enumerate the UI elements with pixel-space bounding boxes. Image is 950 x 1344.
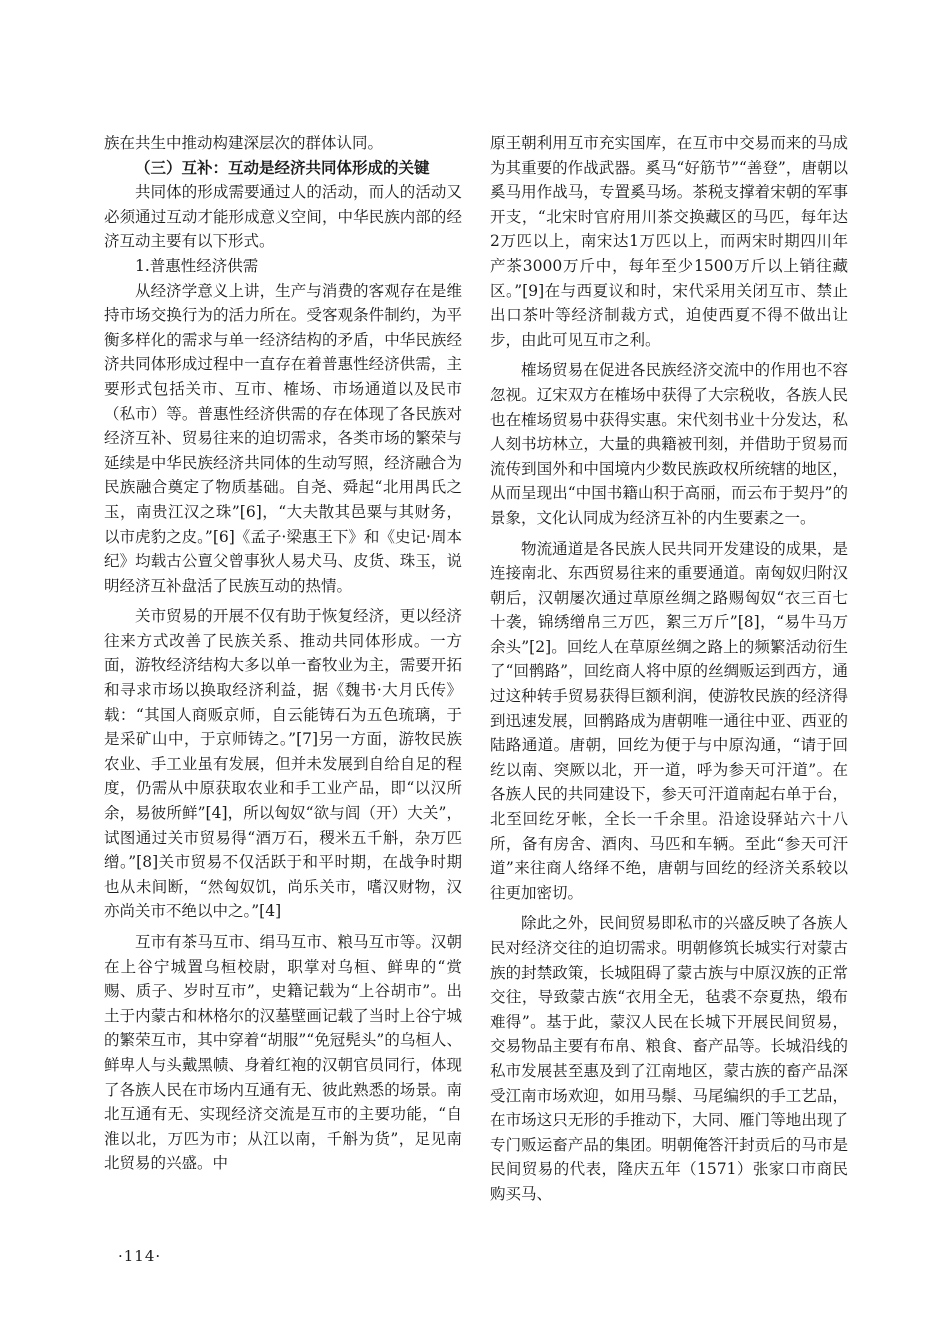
left-paragraph-2: 从经济学意义上讲，生产与消费的客观存在是维持市场交换行为的活力所在。受客观条件制约，为平衡多样化的需求与单一经济结构的矛盾，中华民族经济共同体形成过程中一直存在着普惠性经济供需，主要形式包括关市、互市、榷场、市场通道以及民市（私市）等。普惠性经济供需的存在体现了各民族对经济互补、贸易往来的迫切需求，各类市场的繁荣与延续是中华民族经济共同体的生动写照，经济融合为民族融合奠定了物质基础。自尧、舜起“北用禺氏之玉，南贵江汉之珠”[6]，“大夫散其邑粟与其财务，以市虎豹之皮。”[6]《孟子·梁惠王下》和《史记·周本纪》均载古公亶父曾事狄人易犬马、皮货、珠玉，说明经济互补盘活了民族互动的热情。	[104, 281, 462, 595]
left-paragraph-3: 关市贸易的开展不仅有助于恢复经济，更以经济往来方式改善了民族关系、推动共同体形成。一方面，游牧经济结构大多以单一畜牧业为主，需要开拓和寻求市场以换取经济利益，据《魏书·大月氏传》载：“其国人商贩京师，自云能铸石为五色琉璃，于是采矿山中，于京师铸之。”[7]另一方面，游牧民族农业、手工业虽有发展，但并未发展到自给自足的程度，仍需从中原获取农业和手工业产品，即“以汉所余，易彼所鲜”[4]，所以匈奴“欲与闾（开）大关”，试图通过关市贸易得“酒万石，稷米五千斛，杂万匹缯。”[8]关市贸易不仅活跃于和平时期，在战争时期也从未间断，“然匈奴饥，尚乐关市，嗜汉财物，汉亦尚关市不绝以中之。”[4]	[104, 607, 462, 921]
left-paragraph-4: 互市有茶马互市、绢马互市、粮马互市等。汉朝在上谷宁城置乌桓校尉，职掌对乌桓、鲜卑的“赏赐、质子、岁时互市”，史籍记载为“上谷胡市”。出土于内蒙古和林格尔的汉墓壁画记载了当时上谷宁城的繁荣互市，其中穿着“胡服”“免冠髡头”的乌桓人、鲜卑人与头戴黑帻、身着红袍的汉朝官员同行，体现了各族人民在市场内互通有无、彼此熟悉的场景。南北互通有无、实现经济交流是互市的主要功能，“自淮以北，万匹为市；从江以南，千斛为货”，足见南北贸易的兴盛。中	[104, 933, 462, 1173]
section-heading-3: （三）互补：互动是经济共同体形成的关键	[135, 157, 430, 177]
left-column	[104, 131, 462, 1176]
left-paragraph-0: 族在共生中推动构建深层次的群体认同。	[104, 134, 384, 152]
right-paragraph-1: 榷场贸易在促进各民族经济交流中的作用也不容忽视。辽宋双方在榷场中获得了大宗税收，各族人民也在榷场贸易中获得实惠。宋代刻书业十分发达，私人刻书坊林立，大量的典籍被刊刻，并借助于贸易而流传到国外和中国境内少数民族政权所统辖的地区，从而呈现出“中国书籍山积于高丽，而云布于契丹”的景象，文化认同成为经济互补的内生要素之一。	[490, 361, 848, 527]
right-paragraph-3: 除此之外，民间贸易即私市的兴盛反映了各族人民对经济交往的迫切需求。明朝修筑长城实行对蒙古族的封禁政策，长城阻碍了蒙古族与中原汉族的正常交往，导致蒙古族“衣用全无，毡裘不奈夏热，缎布难得”。基于此，蒙汉人民在长城下开展民间贸易，交易物品主要有布帛、粮食、畜产品等。长城沿线的私市发展甚至惠及到了江南地区，蒙古族的畜产品深受江南市场欢迎，如用马鬃、马尾编织的手工艺品，在市场这只无形的手推动下，大同、雁门等地出现了专门贩运畜产品的集团。明朝俺答汗封贡后的马市是民间贸易的代表，隆庆五年（1571）张家口市商民购买马、	[490, 914, 848, 1203]
right-paragraph-0: 原王朝利用互市充实国库，在互市中交易而来的马成为其重要的作战武器。奚马“好筋节”“善登”，唐朝以奚马用作战马，专置奚马场。茶税支撑着宋朝的军事开支，“北宋时官府用川茶交换藏区的马匹，每年达2万匹以上，南宋达1万匹以上，而两宋时期四川年产茶3000万斤中，每年至少1500万斤以上销往藏区。”[9]在与西夏议和时，宋代采用关闭互市、禁止出口茶叶等经济制裁方式，迫使西夏不得不做出让步，由此可见互市之利。	[490, 134, 848, 349]
left-paragraph-1: 共同体的形成需要通过人的活动，而人的活动又必须通过互动才能形成意义空间，中华民族内部的经济互动主要有以下形式。	[104, 183, 462, 251]
right-column	[490, 131, 848, 1207]
subheading-1: 1.普惠性经济供需	[135, 256, 259, 275]
page-number: ·114·	[118, 1247, 162, 1265]
right-paragraph-2: 物流通道是各民族人民共同开发建设的成果，是连接南北、东西贸易往来的重要通道。南匈奴归附汉朝后，汉朝屡次通过草原丝绸之路赐匈奴“衣三百七十袭，锦绣缯帛三万匹，絮三万斤”[8]，“易牛马万余头”[2]。回纥人在草原丝绸之路上的频繁活动衍生了“回鹘路”，回纥商人将中原的丝绸贩运到西方，通过这种转手贸易获得巨额利润，使游牧民族的经济得到迅速发展，回鹘路成为唐朝唯一通往中亚、西亚的陆路通道。唐朝，回纥为便于与中原沟通，“请于回纥以南、突厥以北，开一道，呼为参天可汗道”。在各族人民的共同建设下，参天可汗道南起右单于台，北至回纥牙帐，全长一千余里。沿途设驿站六十八所，备有房舍、酒肉、马匹和车辆。至此“参天可汗道”来往商人络绎不绝，唐朝与回纥的经济关系较以往更加密切。	[490, 539, 848, 902]
